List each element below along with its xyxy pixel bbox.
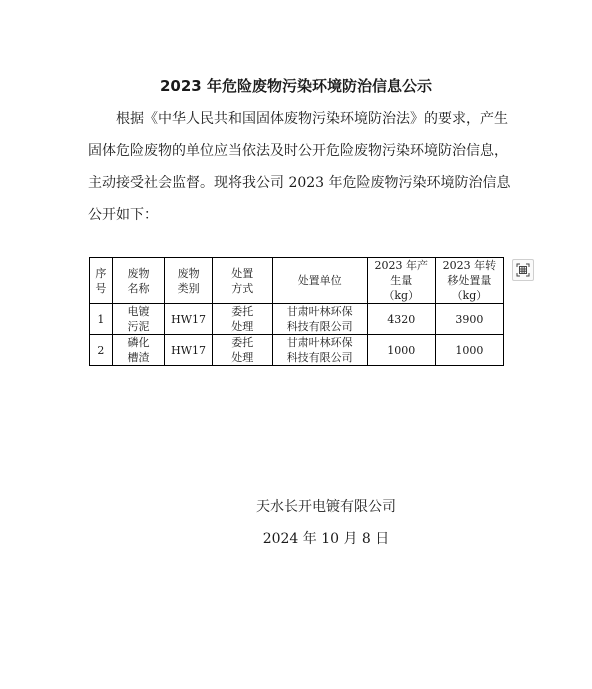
cell-unit: 甘肃叶林环保 科技有限公司: [272, 335, 367, 366]
company-signature: 天水长开电镀有限公司: [256, 499, 396, 515]
cell-unit: 甘肃叶林环保 科技有限公司: [272, 304, 367, 335]
header-cell-name: 废物 名称: [112, 258, 165, 304]
table-header-row: [90, 258, 504, 304]
signature-date: 2024 年 10 月 8 日: [262, 531, 390, 547]
header-cell-category: 废物 类别: [165, 258, 212, 304]
cell-method: 委托 处理: [212, 335, 272, 366]
cell-category: HW17: [165, 335, 212, 366]
cell-category: HW17: [165, 304, 212, 335]
table-select-icon: [516, 263, 530, 277]
page-title: 2023 年危险废物污染环境防治信息公示: [160, 77, 432, 95]
waste-table: [89, 257, 504, 366]
header-cell-unit: 处置单位: [272, 258, 367, 304]
table-select-button[interactable]: [512, 259, 534, 281]
paragraph-line: 固体危险废物的单位应当依法及时公开危险废物污染环境防治信息，: [88, 143, 508, 159]
cell-produced: 1000: [367, 335, 435, 366]
cell-no: 2: [90, 335, 113, 366]
cell-name: 电镀 污泥: [112, 304, 165, 335]
paragraph-line: 根据《中华人民共和国固体废物污染环境防治法》的要求，产生: [116, 111, 508, 127]
header-cell-transferred: 2023 年转 移处置量 （kg）: [435, 258, 503, 304]
cell-produced: 4320: [367, 304, 435, 335]
cell-name: 磷化 槽渣: [112, 335, 165, 366]
header-cell-no: 序 号: [90, 258, 113, 304]
paragraph-line: 公开如下：: [88, 207, 158, 223]
table-row: [90, 304, 504, 335]
table-row: [90, 335, 504, 366]
paragraph-line: 主动接受社会监督。现将我公司 2023 年危险废物污染环境防治信息: [88, 175, 511, 191]
intro-paragraph: [88, 103, 511, 231]
cell-transferred: 3900: [435, 304, 503, 335]
header-cell-method: 处置 方式: [212, 258, 272, 304]
header-cell-produced: 2023 年产 生量 （kg）: [367, 258, 435, 304]
cell-method: 委托 处理: [212, 304, 272, 335]
cell-transferred: 1000: [435, 335, 503, 366]
cell-no: 1: [90, 304, 113, 335]
